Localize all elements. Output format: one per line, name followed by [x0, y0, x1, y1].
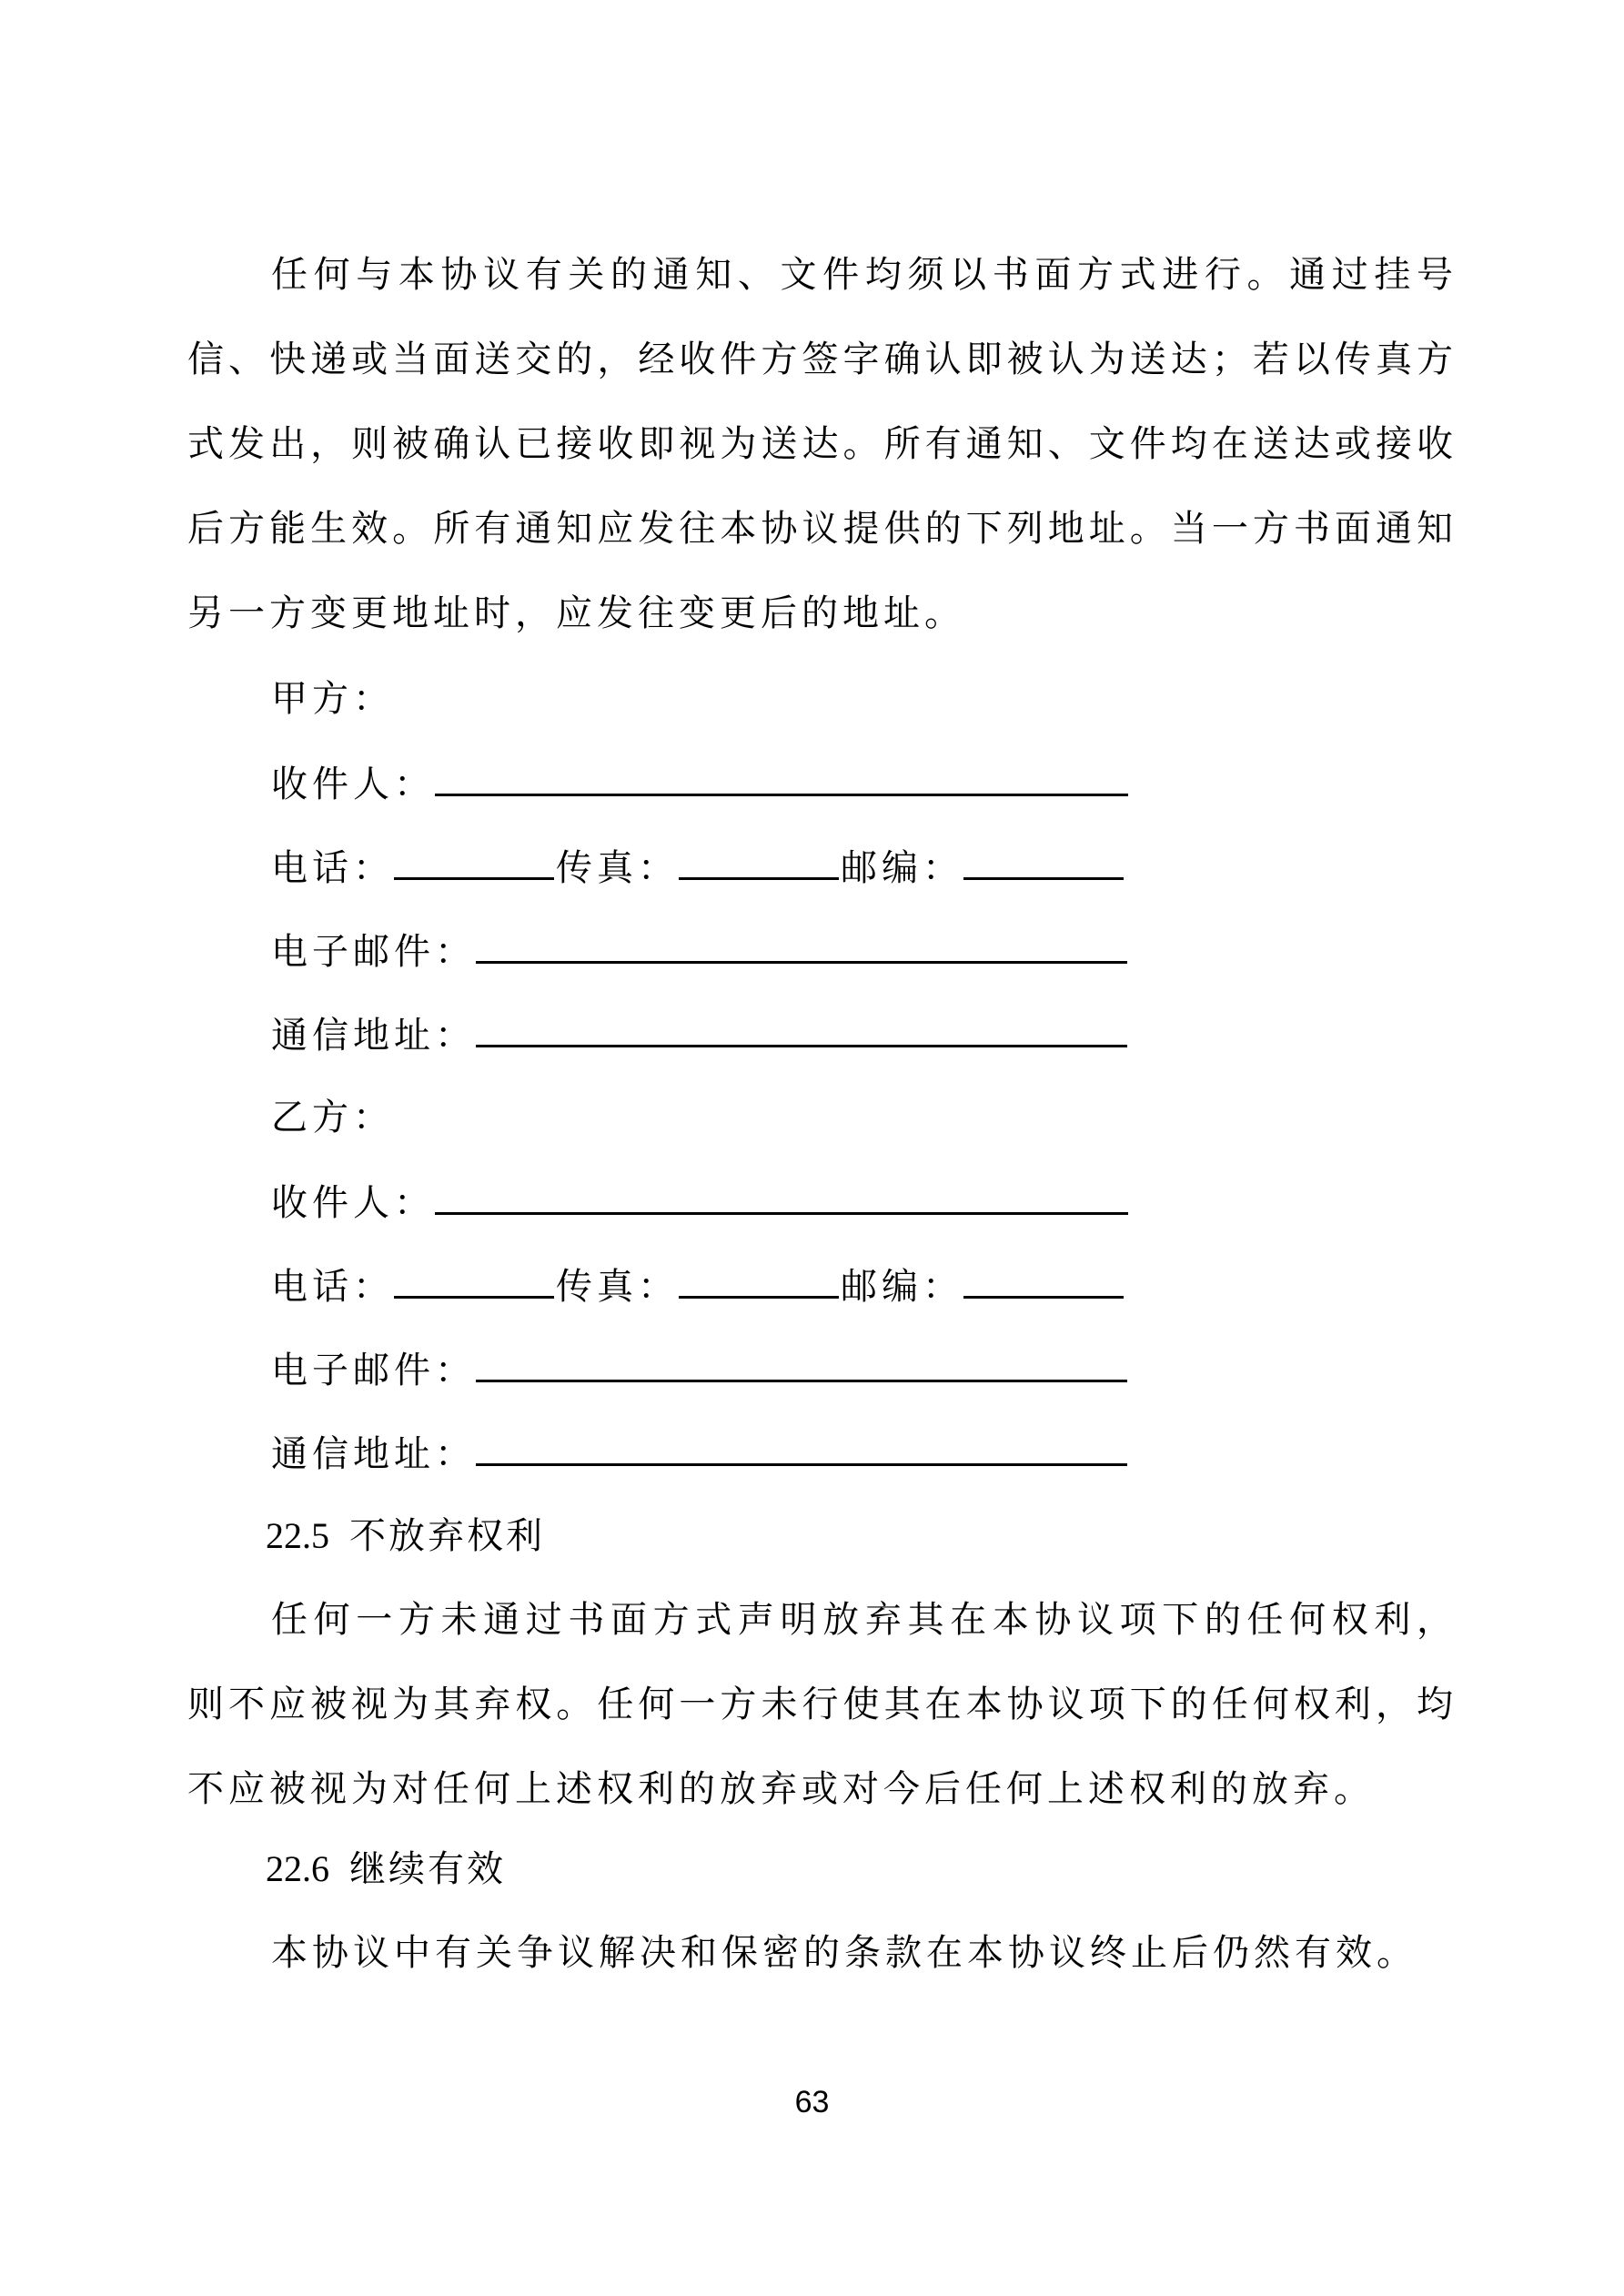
- party-a-address-field[interactable]: [476, 1006, 1127, 1047]
- party-b-address-label: 通信地址：: [271, 1433, 476, 1475]
- party-a-title-text: 甲方：: [271, 678, 394, 720]
- party-a-email-row: [271, 923, 1129, 977]
- party-b-phone-field[interactable]: [394, 1258, 554, 1299]
- section-22-6-body: 本协议中有关争议解决和保密的条款在本协议终止后仍然有效。: [271, 1932, 1417, 1974]
- section-22-6-heading: [266, 1842, 506, 1896]
- section-22-5-heading: [266, 1509, 545, 1563]
- party-b-email-row: [271, 1341, 1129, 1396]
- section-22-6-number: 22.6: [266, 1848, 329, 1889]
- party-b-postcode-label: 邮编：: [841, 1266, 963, 1308]
- party-a-recipient-row: [271, 755, 1130, 810]
- party-b-contact-row: [271, 1258, 1125, 1312]
- party-b-fax-field[interactable]: [679, 1258, 839, 1299]
- party-b-email-field[interactable]: [476, 1341, 1127, 1382]
- party-a-email-label: 电子邮件：: [271, 931, 476, 973]
- party-a-address-row: [271, 1006, 1129, 1061]
- party-a-recipient-field[interactable]: [435, 755, 1128, 796]
- section-22-5-body: 任何一方未通过书面方式声明放弃其在本协议项下的任何权利，则不应被视为其弃权。任何一方未行使其在本协议项下的任何权利，均不应被视为对任何上述权利的放弃或对今后任何上述权利的放弃。: [187, 1599, 1458, 1810]
- party-a-recipient-label: 收件人：: [271, 764, 435, 805]
- notice-paragraph: 任何与本协议有关的通知、文件均须以书面方式进行。通过挂号信、快递或当面送交的，经收件方签字确认即被认为送达；若以传真方式发出，则被确认已接收即视为送达。所有通知、文件均在送达或接收后方能生效。所有通知应发往本协议提供的下列地址。当一方书面通知另一方变更地址时，应发往变更后的地址。: [187, 254, 1458, 634]
- party-a-phone-field[interactable]: [394, 839, 554, 880]
- party-b-address-row: [271, 1425, 1129, 1480]
- party-b-postcode-field[interactable]: [963, 1258, 1124, 1299]
- party-a-fax-label: 传真：: [556, 847, 679, 889]
- party-b-title: [271, 1090, 394, 1145]
- party-b-address-field[interactable]: [476, 1425, 1127, 1466]
- section-22-5-number: 22.5: [266, 1515, 329, 1556]
- party-a-address-label: 通信地址：: [271, 1015, 476, 1057]
- party-b-email-label: 电子邮件：: [271, 1350, 476, 1391]
- party-a-postcode-field[interactable]: [963, 839, 1124, 880]
- party-a-fax-field[interactable]: [679, 839, 839, 880]
- section-22-6-title: 继续有效: [349, 1848, 506, 1890]
- party-a-email-field[interactable]: [476, 923, 1127, 964]
- party-b-fax-label: 传真：: [556, 1266, 679, 1308]
- party-a-title: [271, 672, 394, 726]
- party-a-contact-row: [271, 839, 1125, 894]
- party-b-title-text: 乙方：: [271, 1097, 394, 1138]
- page-number: 63: [794, 2085, 830, 2119]
- party-b-phone-label: 电话：: [271, 1266, 394, 1308]
- party-b-recipient-field[interactable]: [435, 1174, 1128, 1215]
- section-22-5-title: 不放弃权利: [349, 1515, 545, 1557]
- party-a-phone-label: 电话：: [271, 847, 394, 889]
- party-a-postcode-label: 邮编：: [841, 847, 963, 889]
- party-b-recipient-label: 收件人：: [271, 1182, 435, 1224]
- party-b-recipient-row: [271, 1174, 1130, 1229]
